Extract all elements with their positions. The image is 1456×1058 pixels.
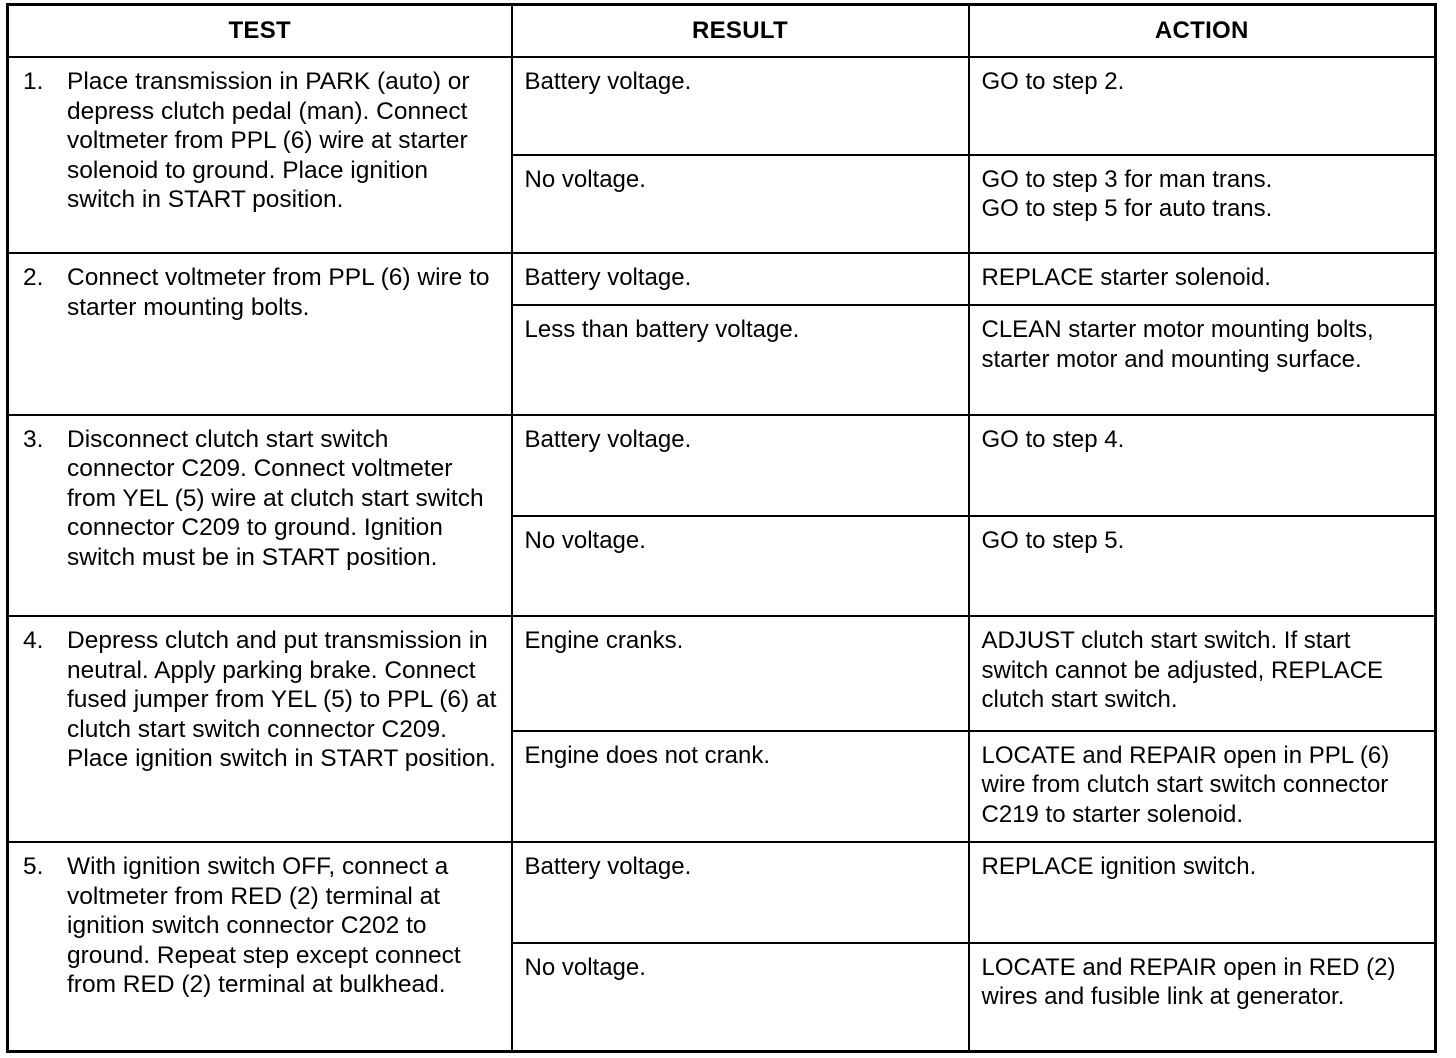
test-cell xyxy=(8,415,512,616)
test-cell xyxy=(8,57,512,253)
action-cell xyxy=(969,516,1436,616)
table-row xyxy=(8,616,1436,731)
action-cell xyxy=(969,943,1436,1052)
result-cell xyxy=(512,943,969,1052)
step-number: 3. xyxy=(23,425,44,453)
result-cell xyxy=(512,516,969,616)
header-row xyxy=(8,5,1436,58)
action-text: LOCATE and REPAIR open in PPL (6) wire from clutch start switch connector C219 to starter solenoid. xyxy=(981,741,1390,828)
test-text: Depress clutch and put transmission in neutral. Apply parking brake. Connect fused jumper from YEL (5) to PPL (6) at clutch start switch connector C209. Place ignition switch in START position. xyxy=(67,627,497,773)
table-row xyxy=(8,842,1436,943)
step-number: 2. xyxy=(23,264,44,292)
action-text: LOCATE and REPAIR open in RED (2) wires and fusible link at generator. xyxy=(981,953,1396,1011)
header-result: RESULT xyxy=(512,5,969,58)
step-number: 4. xyxy=(23,627,44,655)
table-row xyxy=(8,57,1436,155)
action-cell xyxy=(969,731,1436,843)
diagnostic-table xyxy=(6,3,1437,1053)
action-cell xyxy=(969,253,1436,305)
result-text: No voltage. xyxy=(524,527,646,555)
result-cell xyxy=(512,731,969,843)
result-text: Engine does not crank. xyxy=(524,741,770,769)
action-text: GO to step 4. xyxy=(981,425,1125,453)
action-text: REPLACE ignition switch. xyxy=(981,853,1257,881)
action-cell xyxy=(969,57,1436,155)
result-text: Battery voltage. xyxy=(524,264,692,292)
action-cell xyxy=(969,842,1436,943)
action-text: REPLACE starter solenoid. xyxy=(981,264,1271,292)
action-cell xyxy=(969,415,1436,517)
header-action: ACTION xyxy=(969,5,1436,58)
test-text: Disconnect clutch start switch connector C209. Connect voltmeter from YEL (5) wire at clutch start switch connector C209 to ground. Ignition switch must be in START position. xyxy=(67,425,484,571)
test-cell xyxy=(8,842,512,1051)
result-cell xyxy=(512,253,969,305)
test-cell xyxy=(8,616,512,842)
result-text: No voltage. xyxy=(524,953,646,981)
result-cell xyxy=(512,842,969,943)
action-cell xyxy=(969,616,1436,731)
action-text: GO to step 2. xyxy=(981,68,1125,95)
result-text: Battery voltage. xyxy=(524,425,692,453)
result-cell xyxy=(512,415,969,517)
result-text: Less than battery voltage. xyxy=(524,316,800,344)
test-text: Place transmission in PARK (auto) or depress clutch pedal (man). Connect voltmeter from PPL (6) wire at starter solenoid to ground. Place ignition switch in START position. xyxy=(67,68,470,213)
result-cell xyxy=(512,616,969,731)
header-test: TEST xyxy=(8,5,512,58)
result-text: No voltage. xyxy=(524,165,646,193)
test-text: Connect voltmeter from PPL (6) wire to starter mounting bolts. xyxy=(67,264,490,321)
result-text: Battery voltage. xyxy=(524,68,692,95)
result-text: Battery voltage. xyxy=(524,853,692,881)
action-text: CLEAN starter motor mounting bolts, starter motor and mounting surface. xyxy=(981,316,1374,373)
test-cell xyxy=(8,253,512,415)
result-cell xyxy=(512,305,969,415)
action-text: GO to step 3 for man trans. GO to step 5 for auto trans. xyxy=(981,165,1273,223)
action-cell xyxy=(969,305,1436,415)
action-cell xyxy=(969,155,1436,254)
table-row xyxy=(8,253,1436,305)
result-cell xyxy=(512,57,969,155)
step-number: 1. xyxy=(23,68,44,95)
test-text: With ignition switch OFF, connect a voltmeter from RED (2) terminal at ignition switch connector C202 to ground. Repeat step except connect from RED (2) terminal at bulkhead. xyxy=(67,853,461,999)
table-row xyxy=(8,415,1436,517)
result-text: Engine cranks. xyxy=(524,627,684,655)
action-text: ADJUST clutch start switch. If start switch cannot be adjusted, REPLACE clutch start switch. xyxy=(981,627,1384,714)
result-cell xyxy=(512,155,969,254)
step-number: 5. xyxy=(23,853,44,881)
action-text: GO to step 5. xyxy=(981,527,1125,555)
